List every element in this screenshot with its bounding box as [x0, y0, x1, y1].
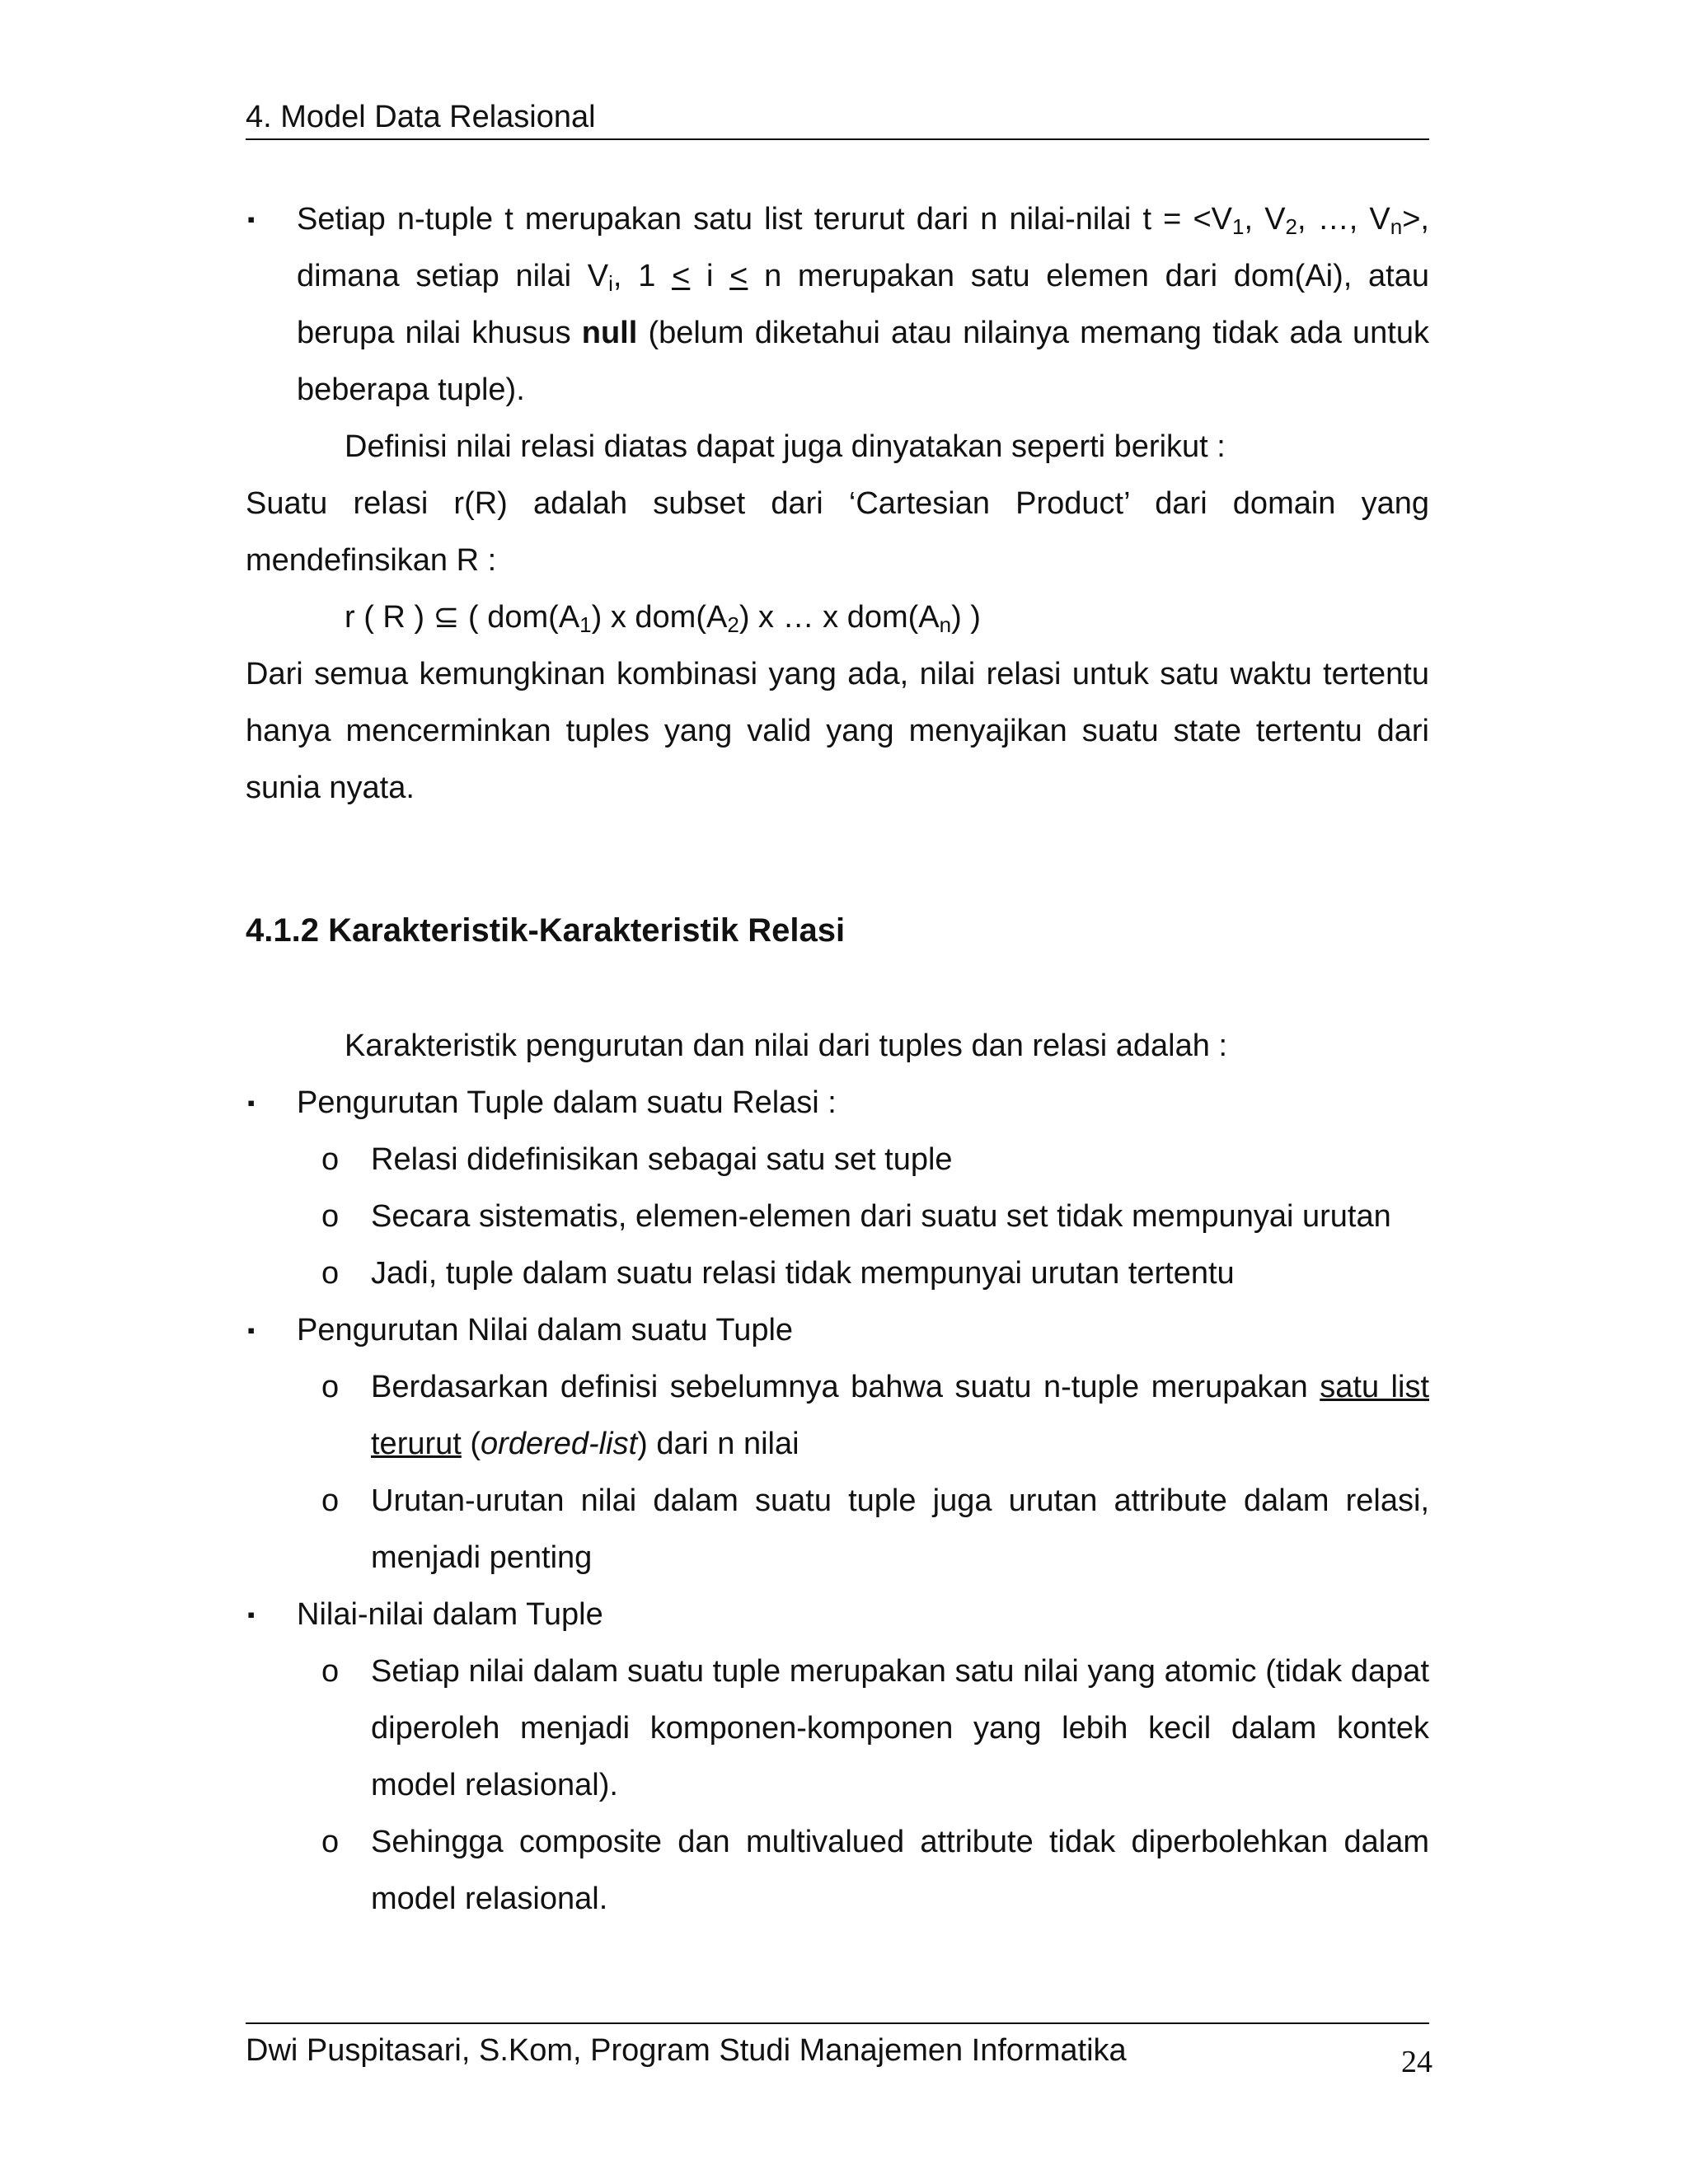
- text-run: , …, V: [1297, 202, 1390, 237]
- sub-item-text: Secara sistematis, elemen-elemen dari suatu set tidak mempunyai urutan: [371, 1199, 1391, 1234]
- characteristics-intro: Karakteristik pengurutan dan nilai dari tuples dan relasi adalah :: [345, 1029, 1227, 1063]
- sub-item-text: Sehingga composite dan multivalued attribute tidak diperbolehkan dalam model relasional.: [371, 1825, 1429, 1916]
- bullet-item-tuple-values: [246, 1586, 1429, 1643]
- sub-item: [246, 1245, 1429, 1302]
- bullet-item-value-ordering: [246, 1302, 1429, 1359]
- text-run: ) x … x dom(A: [738, 600, 940, 635]
- circle-bullet-icon: o: [321, 1256, 340, 1291]
- subscript: 1: [579, 612, 592, 637]
- definition-text: Suatu relasi r(R) adalah subset dari ‘Cartesian Product’ dari domain yang mendefinsikan R :: [246, 486, 1429, 578]
- footer-author: Dwi Puspitasari, S.Kom, Program Studi Manajemen Informatika: [246, 2033, 1127, 2068]
- text-run: , 1: [612, 259, 673, 293]
- relation-formula: [246, 589, 1429, 646]
- text-run: >, dimana setiap nilai V: [297, 202, 1429, 293]
- subscript: 1: [1232, 214, 1245, 239]
- combination-paragraph: Dari semua kemungkinan kombinasi yang ada, nilai relasi untuk satu waktu tertentu hanya mencerminkan tuples yang valid yang menyajikan suatu state tertentu dari sunia nyata.: [246, 657, 1429, 805]
- less-equal-symbol: <: [729, 259, 748, 293]
- subscript: 2: [727, 612, 739, 637]
- text-run: r ( R ) ⊆ ( dom(A: [345, 600, 580, 635]
- sub-item: [246, 1132, 1429, 1188]
- bullet-square-icon: ▪: [247, 1318, 256, 1343]
- sub-item-text: Jadi, tuple dalam suatu relasi tidak mempunyai urutan tertentu: [371, 1256, 1235, 1291]
- sub-item-text: Setiap nilai dalam suatu tuple merupakan satu nilai yang atomic (tidak dapat diperoleh menjadi komponen-komponen yang lebih kecil dalam kontek model relasional).: [371, 1654, 1429, 1802]
- circle-bullet-icon: o: [321, 1654, 340, 1689]
- bullet-square-icon: ▪: [247, 1090, 256, 1115]
- sub-item: [246, 1473, 1429, 1586]
- sub-item: [246, 1814, 1429, 1928]
- circle-bullet-icon: o: [321, 1142, 340, 1177]
- text-run: , V: [1244, 202, 1286, 237]
- footer-divider: [246, 2022, 1429, 2024]
- text-run: Berdasarkan definisi sebelumnya bahwa suatu n-tuple merupakan: [371, 1370, 1320, 1404]
- circle-bullet-icon: o: [321, 1370, 340, 1404]
- bullet-square-icon: ▪: [247, 207, 256, 232]
- sub-item: [246, 1643, 1429, 1814]
- sub-item: [246, 1188, 1429, 1245]
- sub-item-text: Urutan-urutan nilai dalam suatu tuple juga urutan attribute dalam relasi, menjadi penting: [371, 1483, 1429, 1575]
- text-run: ) dari n nilai: [637, 1427, 799, 1461]
- page-header: 4. Model Data Relasional: [246, 97, 1429, 140]
- bullet-title: Pengurutan Nilai dalam suatu Tuple: [297, 1313, 794, 1347]
- bullet-item-tuple-ordering: [246, 1075, 1429, 1132]
- text-run: ) ): [951, 600, 981, 635]
- subscript: n: [1390, 214, 1403, 239]
- section-heading: 4.1.2 Karakteristik-Karakteristik Relasi: [246, 912, 846, 949]
- text-run: (belum diketahui atau nilainya memang tidak ada untuk beberapa tuple).: [297, 316, 1429, 407]
- subscript: i: [608, 271, 613, 296]
- subscript: n: [939, 612, 952, 637]
- bullet-title: Pengurutan Tuple dalam suatu Relasi :: [297, 1085, 837, 1120]
- bullet-title: Nilai-nilai dalam Tuple: [297, 1597, 603, 1632]
- bullet-item-ntuple: [246, 191, 1429, 419]
- sub-item: [246, 1359, 1429, 1473]
- text-run: (: [461, 1427, 481, 1461]
- sub-item-text: Relasi didefinisikan sebagai satu set tuple: [371, 1142, 953, 1177]
- text-run: Setiap n-tuple t merupakan satu list terurut dari n nilai-nilai t = <V: [297, 202, 1233, 237]
- null-keyword: null: [581, 316, 638, 350]
- bullet-square-icon: ▪: [247, 1602, 256, 1627]
- page-content: [246, 191, 1429, 1928]
- page-number: 24: [1401, 2045, 1432, 2079]
- subscript: 2: [1285, 214, 1298, 239]
- text-run: ) x dom(A: [591, 600, 728, 635]
- circle-bullet-icon: o: [321, 1825, 340, 1859]
- text-run: i: [690, 259, 730, 293]
- definition-intro: Definisi nilai relasi diatas dapat juga dinyatakan seperti berikut :: [345, 429, 1226, 464]
- underlined-term: satu list terurut: [371, 1370, 1429, 1461]
- circle-bullet-icon: o: [321, 1483, 340, 1518]
- text-run: n merupakan satu elemen dari dom(Ai), atau berupa nilai khusus: [297, 259, 1429, 350]
- less-equal-symbol: <: [672, 259, 691, 293]
- italic-term: ordered-list: [481, 1427, 638, 1461]
- circle-bullet-icon: o: [321, 1199, 340, 1234]
